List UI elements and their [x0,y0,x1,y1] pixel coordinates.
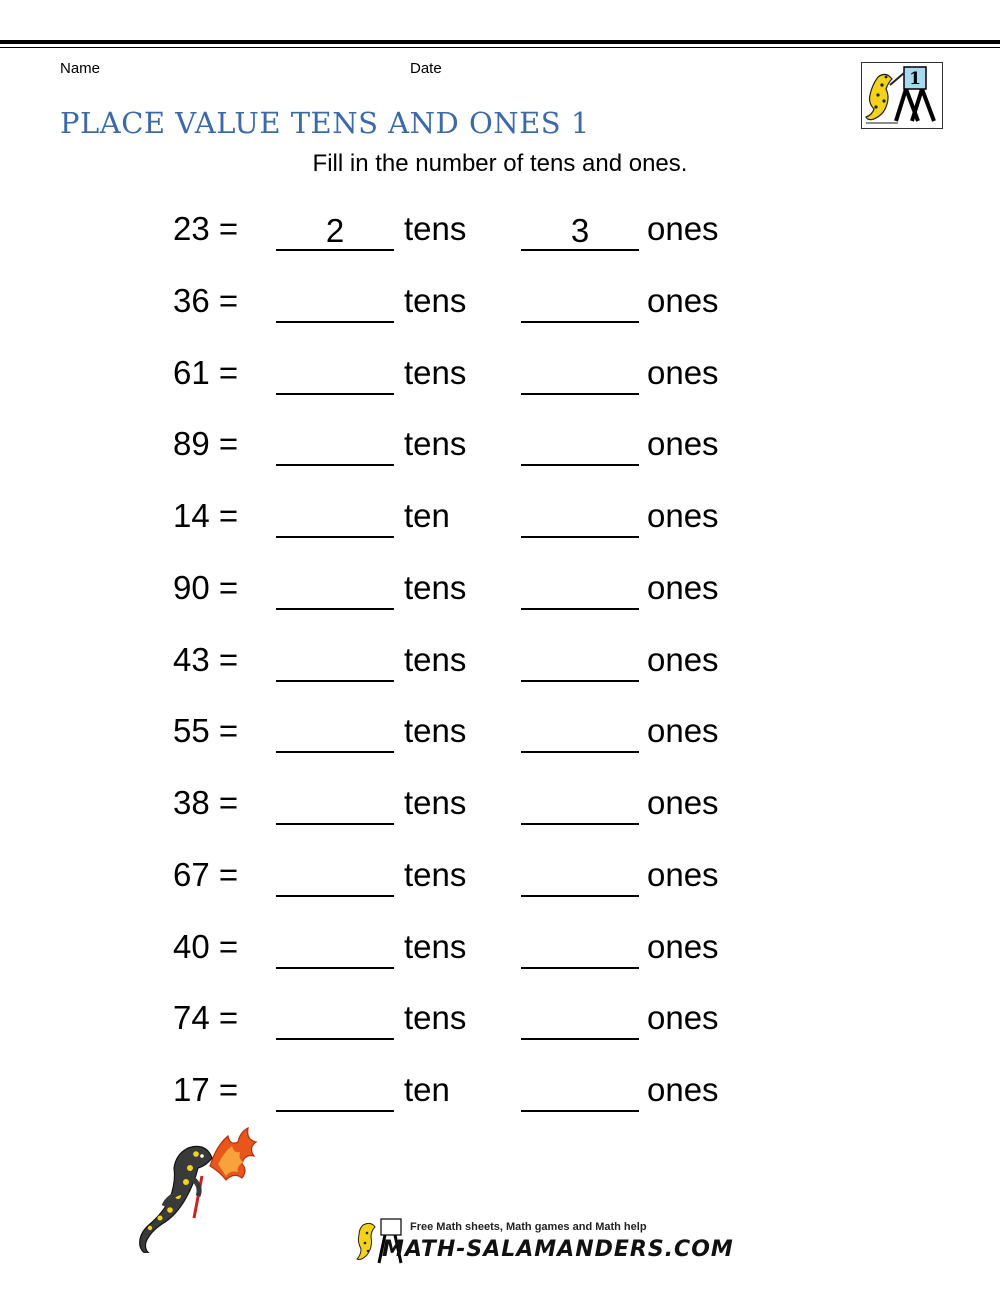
ones-answer-blank[interactable] [521,569,639,610]
page-title: PLACE VALUE TENS AND ONES 1 [60,106,590,140]
exercise-number: 55 = [173,712,239,750]
ones-label: ones [647,640,719,678]
tens-label: tens [404,712,467,750]
ones-answer-blank[interactable] [521,641,639,682]
exercise-row [0,348,1000,420]
tens-label: tens [404,855,467,893]
exercise-row [0,850,1000,922]
tens-label: ten [404,1071,450,1108]
tens-answer-blank[interactable] [276,497,394,538]
ones-label: ones [647,855,719,893]
exercise-number: 23 = [173,210,239,247]
salamander-logo-graphic [862,63,942,127]
ones-label: ones [647,353,719,391]
exercise-number: 36 = [173,281,239,319]
tens-label: tens [404,425,467,463]
ones-answer-blank[interactable] [521,784,639,825]
tens-label: tens [404,640,467,678]
ones-label: ones [647,210,719,247]
header-rule-thin [0,47,1000,48]
ones-answer-blank[interactable] [521,999,639,1040]
tens-answer-blank[interactable] [276,282,394,323]
ones-label: ones [647,425,719,463]
ones-answer-blank[interactable] [521,425,639,466]
tens-label: tens [404,210,467,247]
exercise-number: 61 = [173,353,239,391]
tens-answer-blank[interactable] [276,712,394,753]
date-label: Date [410,60,442,77]
ones-answer-blank[interactable] [521,928,639,969]
tens-answer-blank[interactable]: 2 [276,210,394,251]
footer-tagline: Free Math sheets, Math games and Math help [410,1221,647,1233]
tens-answer-blank[interactable] [276,569,394,610]
tens-label: tens [404,353,467,391]
ones-answer-blank[interactable] [521,282,639,323]
ones-label: ones [647,999,719,1037]
ones-label: ones [647,784,719,821]
tens-answer-blank[interactable] [276,354,394,395]
ones-answer-blank[interactable] [521,712,639,753]
exercise-number: 90 = [173,568,239,606]
exercise-row [0,922,1000,994]
exercise-row [0,276,1000,348]
exercise-number: 89 = [173,425,239,463]
exercise-number: 38 = [173,784,239,821]
tens-label: tens [404,999,467,1037]
tens-answer-blank[interactable] [276,928,394,969]
tens-label: tens [404,281,467,319]
exercise-row [0,419,1000,491]
logo-grade-text: 1 [909,69,921,89]
salamander-illustration [132,1118,262,1253]
exercise-number: 67 = [173,855,239,893]
tens-label: tens [404,568,467,606]
tens-label: ten [404,497,450,534]
ones-label: ones [647,927,719,965]
tens-answer-blank[interactable] [276,784,394,825]
fire-breathing-salamander-icon [132,1118,262,1258]
exercise-row [0,563,1000,635]
ones-answer-blank[interactable] [521,856,639,897]
exercise-row [0,204,1000,276]
ones-answer-blank[interactable] [521,497,639,538]
tens-answer-blank[interactable] [276,641,394,682]
exercise-number: 40 = [173,927,239,965]
ones-label: ones [647,281,719,319]
tens-answer-blank[interactable] [276,999,394,1040]
ones-answer-blank[interactable] [521,1071,639,1112]
tens-answer-blank[interactable] [276,1071,394,1112]
exercise-row [0,491,1000,563]
name-label: Name [60,60,101,77]
tens-answer-blank[interactable] [276,425,394,466]
exercise-row [0,706,1000,778]
ones-answer-blank[interactable] [521,354,639,395]
salamander-logo-icon [861,62,943,129]
exercise-number: 43 = [173,640,239,678]
exercise-list [0,204,1000,1137]
exercise-row [0,993,1000,1065]
header-rule-thick [0,40,1000,44]
exercise-number: 74 = [173,999,239,1037]
exercise-row [0,635,1000,707]
tens-answer-blank[interactable] [276,856,394,897]
ones-label: ones [647,712,719,750]
tens-label: tens [404,927,467,965]
ones-label: ones [647,1071,719,1108]
ones-label: ones [647,568,719,606]
tens-label: tens [404,784,467,821]
exercise-row [0,778,1000,850]
ones-answer-blank[interactable]: 3 [521,210,639,251]
instructions: Fill in the number of tens and ones. [312,150,688,177]
footer-site-logo-text: MATH-SALAMANDERS.COM [382,1237,734,1262]
exercise-number: 17 = [173,1071,239,1108]
ones-label: ones [647,497,719,534]
exercise-number: 14 = [173,497,239,534]
